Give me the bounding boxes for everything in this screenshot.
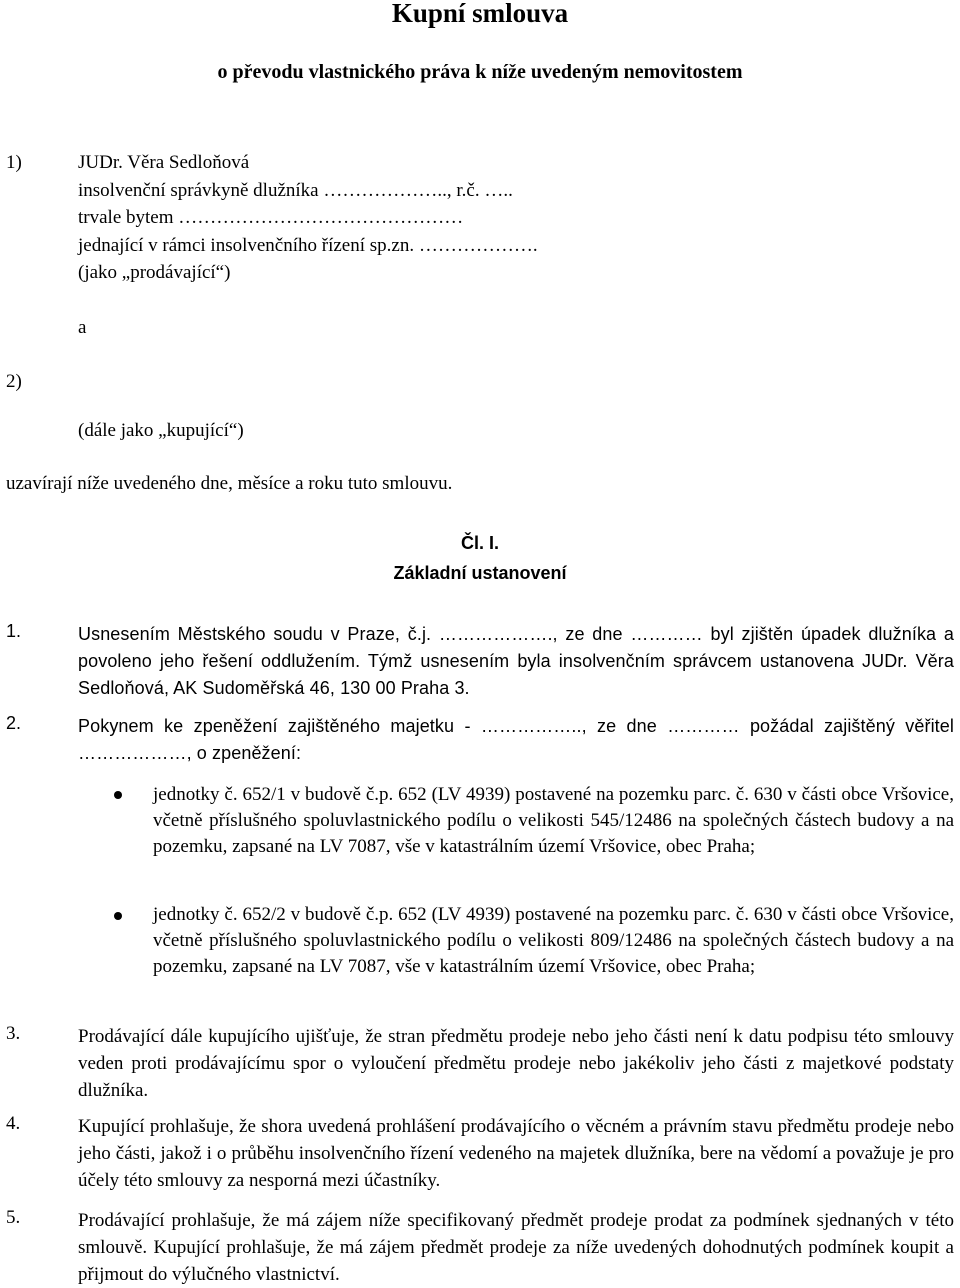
intro-text: uzavírají níže uvedeného dne, měsíce a roku tuto smlouvu. (6, 473, 453, 494)
item-5-number: 5. (6, 1207, 21, 1228)
document-subtitle: o převodu vlastnického práva k níže uvedeným nemovitostem (217, 61, 743, 83)
party1-line2: insolvenční správkyně dlužníka ……………….., r.č. ….. (78, 180, 513, 201)
document-title: Kupní smlouva (391, 0, 569, 28)
item-5-text: Prodávající prohlašuje, že má zájem níže specifikovaný předmět prodeje prodat za podmínek sjednaných v této smlouvě. Kupující prohlašuje, že má zájem předmět prodeje za níže uvedených dohodnutých podmínek koupit a přijmout do výlučného vlastnictví. (78, 1210, 954, 1285)
item-3-number: 3. (6, 1023, 21, 1044)
bullet-1-dot (114, 791, 122, 799)
item-2-number: 2. (6, 713, 22, 733)
conjunction-and: a (78, 317, 87, 338)
item-2-text: Pokynem ke zpeněžení zajištěného majetku - …………….., ze dne ………… požádal zajištěný věřitel ………………, o zpeněžení: (78, 716, 954, 763)
party1-line4: jednající v rámci insolvenčního řízení sp.zn. ………………. (78, 235, 538, 256)
bullet-1-text: jednotky č. 652/1 v budově č.p. 652 (LV 4939) postavené na pozemku parc. č. 630 v části obce Vršovice, včetně příslušného spoluvlastnického podílu o velikosti 545/12486 na společných částech budovy a na pozemku, zapsané na LV 7087, vše v katastrálním území Vršovice, obec Praha; (153, 784, 954, 857)
party1-number: 1) (6, 152, 22, 173)
party2-role: (dále jako „kupující“) (78, 420, 244, 441)
item-4-number: 4. (6, 1113, 21, 1134)
party2-number: 2) (6, 371, 22, 392)
article-number: Čl. I. (460, 533, 499, 553)
party1-line3: trvale bytem ……………………………………… (78, 207, 464, 228)
bullet-2-text: jednotky č. 652/2 v budově č.p. 652 (LV 4939) postavené na pozemku parc. č. 630 v části obce Vršovice, včetně příslušného spoluvlastnického podílu o velikosti 809/12486 na společných částech budovy a na pozemku, zapsané na LV 7087, vše v katastrálním území Vršovice, obec Praha; (153, 904, 954, 977)
party1-name: JUDr. Věra Sedloňová (78, 152, 250, 173)
article-title: Základní ustanovení (393, 563, 567, 583)
item-3-text: Prodávající dále kupujícího ujišťuje, že stran předmětu prodeje nebo jeho části není k datu podpisu této smlouvy veden proti prodávajícímu spor o vyloučení předmětu prodeje nebo jakékoliv jeho části z majetkové podstaty dlužníka. (78, 1026, 954, 1101)
item-1-number: 1. (6, 621, 22, 641)
item-4-text: Kupující prohlašuje, že shora uvedená prohlášení prodávajícího o věcném a právním stavu předmětu prodeje nebo jeho části, jakož i o průběhu insolvenčního řízení vedeného na majetek dlužníka, bere na vědomí a považuje je pro účely této smlouvy za nesporná mezi účastníky. (78, 1116, 954, 1191)
bullet-2-dot (114, 912, 122, 920)
item-1-text: Usnesením Městského soudu v Praze, č.j. ………………., ze dne ………… byl zjištěn úpadek dlužníka a povoleno jeho řešení oddlužením. Týmž usnesením byla insolvenčním správcem ustanovena JUDr. Věra Sedloňová, AK Sudoměřská 46, 130 00 Praha 3. (78, 624, 954, 698)
party1-role: (jako „prodávající“) (78, 262, 231, 283)
